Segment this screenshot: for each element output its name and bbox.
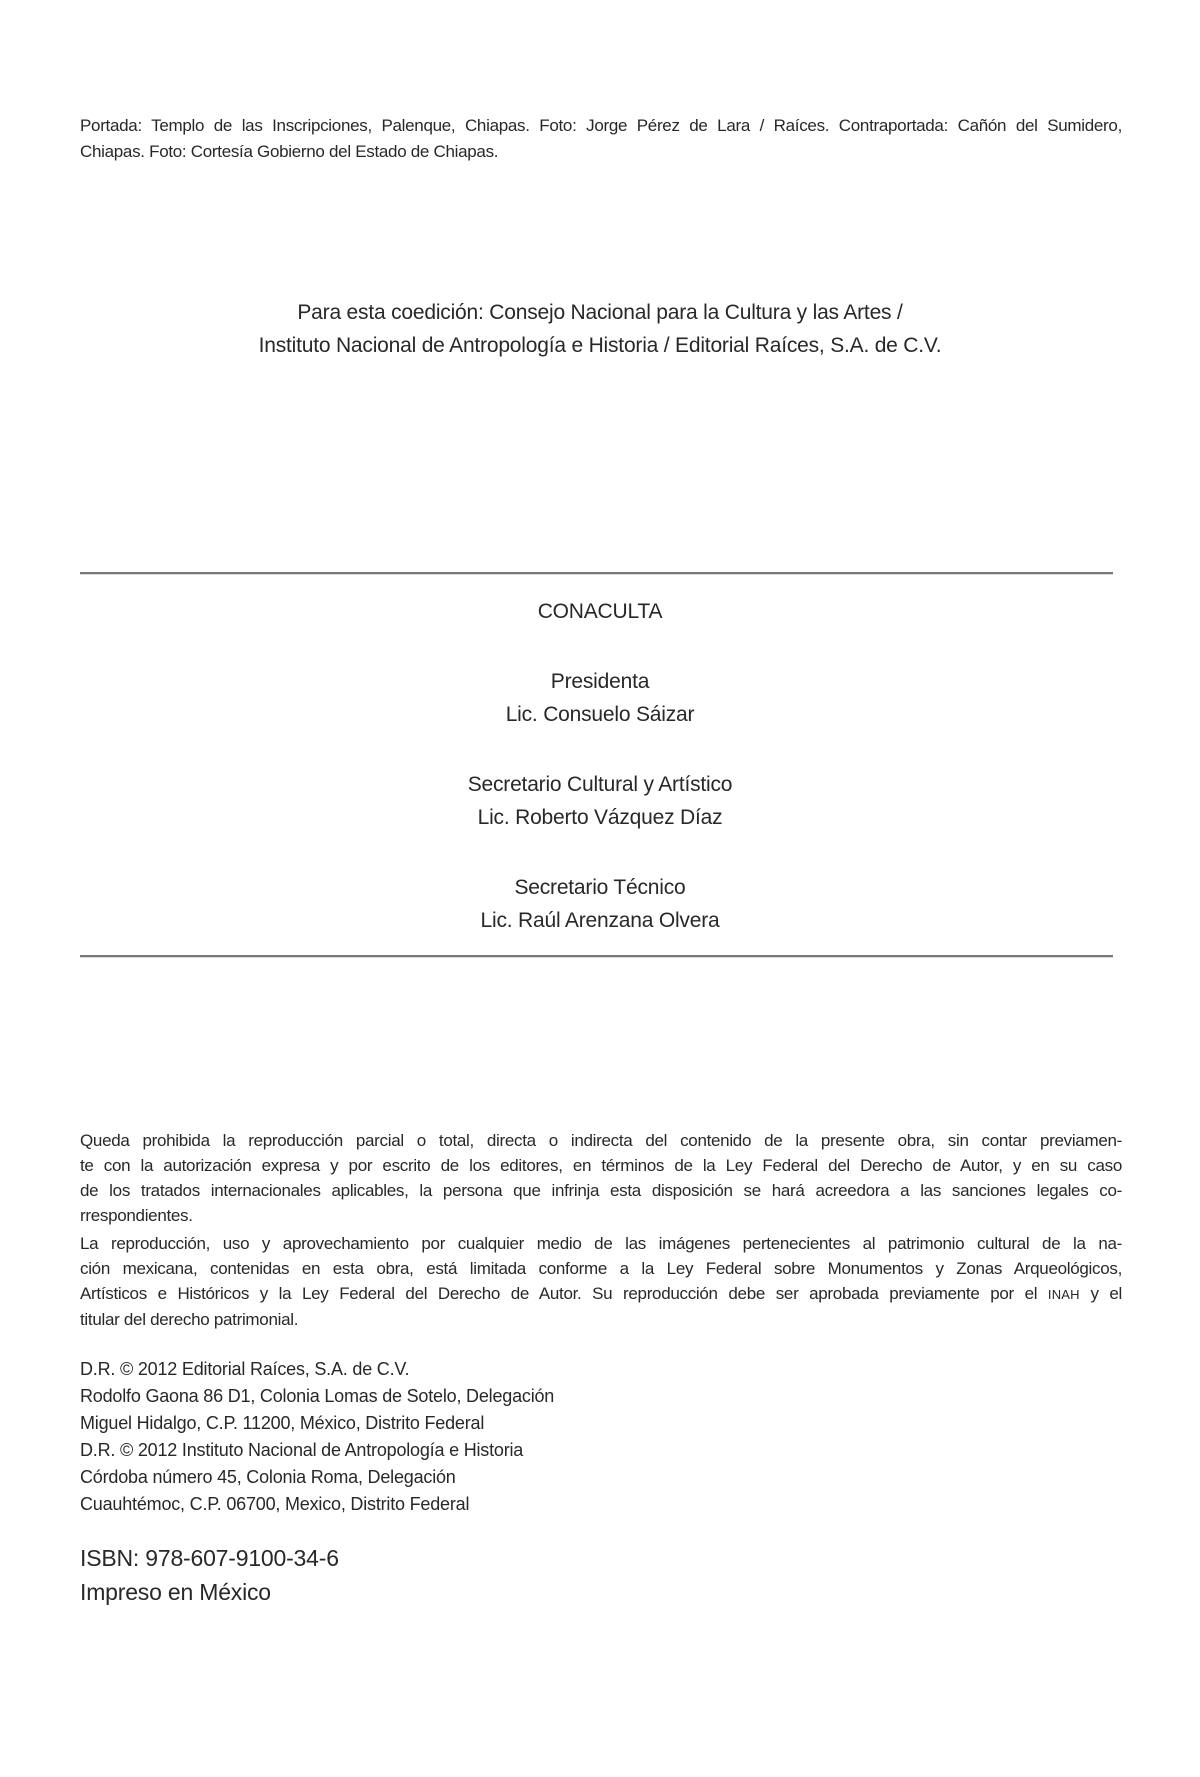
coedition-note bbox=[0, 296, 1200, 362]
legal-line: titular del derecho patrimonial. bbox=[80, 1310, 299, 1329]
role-group bbox=[0, 871, 1200, 937]
legal-notice bbox=[80, 1128, 1122, 1332]
person-name: Lic. Consuelo Sáizar bbox=[505, 703, 695, 726]
copyright-line: D.R. © 2012 Instituto Nacional de Antropología e Historia bbox=[80, 1440, 524, 1460]
legal-line: te con la autorización expresa y por escrito de los editores, en términos de la Ley Federal del Derecho de Autor, y en su caso bbox=[80, 1156, 1122, 1175]
legal-line-text: Artísticos e Históricos y la Ley Federal del Derecho de Autor. Su reproducción debe ser aprobada previamente por el bbox=[80, 1284, 1048, 1303]
legal-line: ción mexicana, contenidas en esta obra, está limitada conforme a la Ley Federal sobre Monumentos y Zonas Arqueológicos, bbox=[80, 1259, 1122, 1278]
person-name: Lic. Roberto Vázquez Díaz bbox=[477, 806, 723, 829]
isbn-number: ISBN: 978-607-9100-34-6 bbox=[80, 1545, 339, 1571]
printed-in: Impreso en México bbox=[80, 1579, 271, 1605]
person-name: Lic. Raúl Arenzana Olvera bbox=[480, 909, 720, 932]
coedition-line: Instituto Nacional de Antropología e Historia / Editorial Raíces, S.A. de C.V. bbox=[258, 334, 942, 357]
legal-line: La reproducción, uso y aprovechamiento por cualquier medio de las imágenes pertenecientes al patrimonio cultural de la na- bbox=[80, 1234, 1122, 1253]
copyright-line: Miguel Hidalgo, C.P. 11200, México, Distrito Federal bbox=[80, 1413, 485, 1433]
divider-bottom bbox=[80, 955, 1113, 957]
copyright-line: D.R. © 2012 Editorial Raíces, S.A. de C.V. bbox=[80, 1359, 410, 1379]
isbn-block bbox=[80, 1541, 780, 1609]
conaculta-credits bbox=[0, 595, 1200, 937]
legal-paragraph-2 bbox=[80, 1231, 1122, 1332]
divider-top bbox=[80, 572, 1113, 574]
role-label: Secretario Cultural y Artístico bbox=[467, 773, 733, 796]
copyright-block bbox=[80, 1356, 780, 1518]
copyright-line: Córdoba número 45, Colonia Roma, Delegación bbox=[80, 1467, 456, 1487]
copyright-line: Rodolfo Gaona 86 D1, Colonia Lomas de Sotelo, Delegación bbox=[80, 1386, 555, 1406]
cover-credit-line: Chiapas. Foto: Cortesía Gobierno del Estado de Chiapas. bbox=[80, 142, 499, 161]
role-label: Presidenta bbox=[550, 670, 650, 693]
role-group bbox=[0, 665, 1200, 731]
copyright-line: Cuauhtémoc, C.P. 06700, Mexico, Distrito Federal bbox=[80, 1494, 470, 1514]
role-label: Secretario Técnico bbox=[514, 876, 686, 899]
legal-paragraph-1 bbox=[80, 1128, 1122, 1228]
legal-line-text: y el bbox=[1079, 1284, 1122, 1303]
conaculta-title: CONACULTA bbox=[537, 600, 663, 623]
legal-line: rrespondientes. bbox=[80, 1206, 193, 1225]
legal-line: de los tratados internacionales aplicables, la persona que infrinja esta disposición se hará acreedora a las sanciones legales co- bbox=[80, 1181, 1122, 1200]
legal-line bbox=[80, 1281, 1122, 1307]
cover-credit-paragraph bbox=[80, 113, 1122, 165]
cover-credit-line: Portada: Templo de las Inscripciones, Palenque, Chiapas. Foto: Jorge Pérez de Lara / Raíces. Contraportada: Cañón del Sumidero, bbox=[80, 116, 1122, 135]
coedition-line: Para esta coedición: Consejo Nacional para la Cultura y las Artes / bbox=[297, 301, 903, 324]
legal-line: Queda prohibida la reproducción parcial o total, directa o indirecta del contenido de la presente obra, sin contar previamen- bbox=[80, 1131, 1122, 1150]
role-group bbox=[0, 768, 1200, 834]
inah-smallcaps: INAH bbox=[1047, 1287, 1080, 1302]
